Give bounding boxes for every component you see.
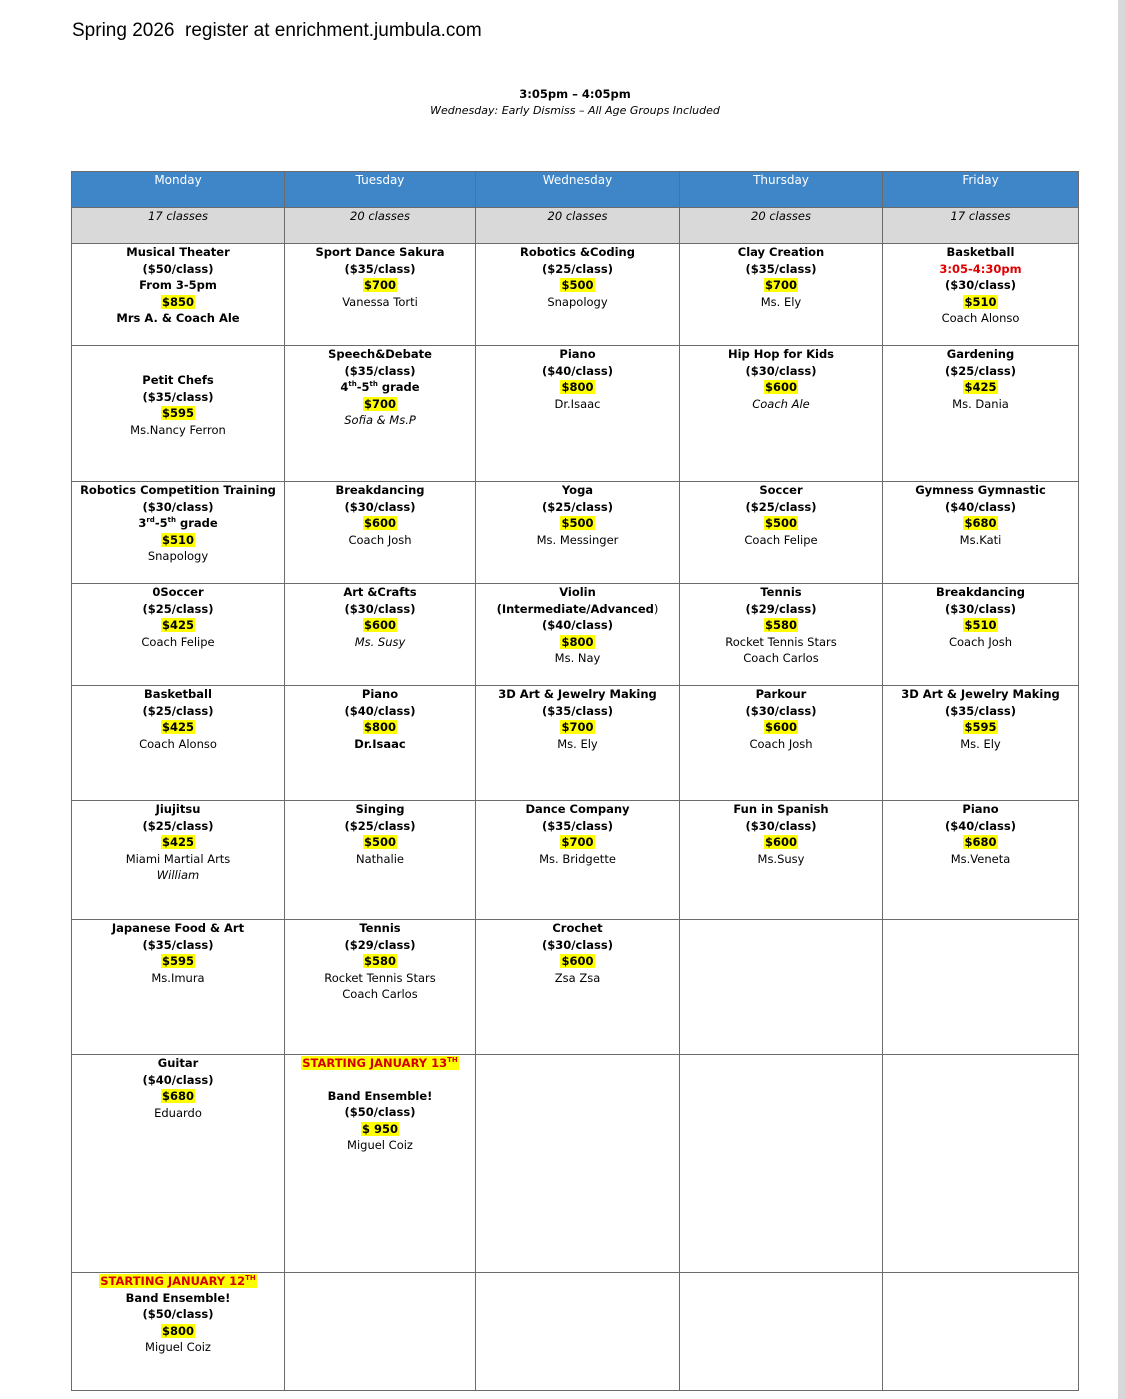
class-rate: ($25/class)	[542, 261, 613, 276]
class-rate: ($25/class)	[344, 818, 416, 833]
class-teacher: Ms. Messinger	[536, 532, 619, 547]
class-name: Parkour	[755, 687, 807, 701]
class-grade: 4th-5th grade	[340, 380, 420, 394]
table-row	[72, 244, 1079, 346]
class-name: Soccer	[759, 483, 803, 497]
class-name: Basketball	[144, 687, 212, 701]
class-name: Tennis	[760, 585, 802, 599]
class-teacher: Coach Josh	[948, 634, 1013, 649]
class-name: Robotics Competition Training	[80, 483, 276, 497]
class-name: Art &Crafts	[343, 585, 417, 599]
class-teacher: Dr.Isaac	[354, 736, 406, 751]
class-price: $510	[964, 618, 997, 632]
class-cell	[476, 584, 680, 686]
class-rate: ($30/class)	[745, 703, 817, 718]
class-cell	[72, 801, 285, 920]
class-rate: ($40/class)	[142, 1072, 214, 1087]
class-teacher: Snapology	[547, 294, 608, 309]
class-teacher: Coach Felipe	[141, 634, 215, 649]
class-cell	[680, 584, 883, 686]
class-rate: ($30/class)	[945, 601, 1016, 616]
class-teacher: Eduardo	[154, 1105, 202, 1120]
class-name: Speech&Debate	[328, 347, 432, 361]
class-rate: ($35/class)	[945, 703, 1016, 718]
class-name: Breakdancing	[335, 483, 425, 497]
class-teacher: Rocket Tennis Stars	[725, 634, 837, 649]
class-count-tuesday: 20 classes	[285, 208, 476, 244]
class-rate: ($29/class)	[344, 937, 416, 952]
class-rate: ($25/class)	[142, 818, 214, 833]
empty-cell	[285, 1273, 476, 1391]
class-teacher: Nathalie	[356, 851, 404, 866]
empty-cell	[883, 920, 1079, 1055]
class-name: Crochet	[552, 921, 603, 935]
table-row	[72, 1055, 1079, 1273]
class-price: $800	[363, 720, 396, 734]
class-rate: ($25/class)	[142, 703, 214, 718]
class-price: $850	[161, 294, 194, 309]
class-cell	[285, 801, 476, 920]
empty-cell	[883, 1055, 1079, 1273]
class-teacher: Ms.Imura	[151, 970, 205, 985]
class-price: $800	[561, 380, 594, 394]
class-rate: ($30/class)	[945, 278, 1016, 292]
class-teacher: Vanessa Torti	[342, 294, 418, 309]
class-price: $700	[764, 278, 797, 292]
class-name: 3D Art & Jewelry Making	[498, 687, 657, 701]
class-price: $600	[764, 720, 797, 734]
class-cell	[72, 244, 285, 346]
class-price: $680	[161, 1089, 194, 1103]
class-teacher: Ms. Susy	[354, 634, 406, 649]
class-cell	[72, 482, 285, 584]
class-rate: ($30/class)	[344, 601, 416, 616]
class-name: Sport Dance Sakura	[315, 245, 445, 259]
class-price: $510	[161, 532, 194, 547]
class-name: Musical Theater	[126, 245, 230, 259]
class-teacher: Ms.Nancy Ferron	[130, 422, 226, 437]
start-date-banner: STARTING JANUARY 12TH	[100, 1274, 256, 1288]
class-price: $600	[363, 618, 396, 632]
class-rate: ($30/class)	[745, 363, 817, 378]
class-cell	[72, 920, 285, 1055]
class-rate: ($25/class)	[945, 363, 1016, 378]
class-cell	[72, 346, 285, 482]
class-count-row	[72, 208, 1079, 244]
class-teacher: Ms.Susy	[757, 851, 805, 866]
class-name: 0Soccer	[152, 585, 204, 599]
class-rate: ($35/class)	[344, 363, 416, 378]
class-price: $580	[363, 954, 396, 968]
class-teacher-secondary: Coach Carlos	[342, 987, 418, 1001]
table-row	[72, 686, 1079, 801]
class-name: Breakdancing	[935, 585, 1025, 599]
class-level: (Intermediate/Advanced)	[496, 601, 659, 616]
class-teacher: Mrs A. & Coach Ale	[116, 311, 240, 325]
class-price: $600	[363, 516, 396, 530]
class-cell	[883, 584, 1079, 686]
empty-cell	[680, 1055, 883, 1273]
class-cell	[285, 1055, 476, 1273]
table-row	[72, 1273, 1079, 1391]
class-rate: ($35/class)	[542, 703, 613, 718]
class-name: 3D Art & Jewelry Making	[901, 687, 1060, 701]
class-price: $700	[561, 835, 594, 849]
day-header-thursday: Thursday	[680, 172, 883, 208]
class-cell	[285, 584, 476, 686]
class-cell	[72, 584, 285, 686]
class-name: Clay Creation	[737, 245, 825, 259]
class-rate: ($29/class)	[745, 601, 817, 616]
class-cell	[476, 346, 680, 482]
day-header-wednesday: Wednesday	[476, 172, 680, 208]
class-name: Basketball	[946, 245, 1015, 259]
class-teacher: Zsa Zsa	[554, 970, 601, 985]
class-cell	[476, 920, 680, 1055]
class-rate: ($50/class)	[142, 261, 214, 276]
class-name: Yoga	[561, 483, 594, 497]
class-cell	[285, 244, 476, 346]
class-cell	[285, 686, 476, 801]
class-price: $700	[363, 278, 396, 292]
class-teacher: Ms. Ely	[557, 736, 598, 751]
class-price: $600	[764, 380, 797, 394]
day-header-row	[72, 172, 1079, 208]
schedule-note: Wednesday: Early Dismiss – All Age Groups Included	[430, 104, 720, 117]
class-rate: ($50/class)	[142, 1307, 214, 1321]
table-row	[72, 482, 1079, 584]
class-rate: ($50/class)	[344, 1105, 416, 1119]
class-price: $425	[161, 835, 194, 849]
class-time: 3:05-4:30pm	[939, 261, 1022, 276]
class-name: Piano	[559, 347, 596, 361]
start-date-banner: STARTING JANUARY 13TH	[302, 1056, 458, 1070]
class-teacher: Miguel Coiz	[145, 1340, 211, 1354]
class-teacher: Snapology	[147, 549, 209, 563]
class-teacher: Coach Felipe	[744, 532, 818, 547]
class-count-thursday: 20 classes	[680, 208, 883, 244]
empty-cell	[680, 1273, 883, 1391]
class-rate: ($25/class)	[142, 601, 214, 616]
class-cell	[72, 1055, 285, 1273]
class-teacher: Ms. Nay	[554, 651, 601, 665]
class-count-friday: 17 classes	[883, 208, 1079, 244]
class-rate: ($30/class)	[542, 937, 613, 952]
class-name: Band Ensemble!	[125, 1290, 231, 1305]
class-cell	[680, 244, 883, 346]
day-header-monday: Monday	[72, 172, 285, 208]
empty-cell	[680, 920, 883, 1055]
class-rate: ($40/class)	[542, 618, 613, 632]
class-teacher-secondary: William	[156, 868, 200, 882]
class-name: Singing	[355, 802, 405, 816]
class-cell	[680, 686, 883, 801]
class-rate: ($40/class)	[945, 818, 1016, 833]
class-name: Piano	[962, 802, 999, 816]
class-price: $425	[161, 720, 194, 734]
class-count-wednesday: 20 classes	[476, 208, 680, 244]
class-cell	[883, 801, 1079, 920]
class-cell	[476, 244, 680, 346]
class-name: Dance Company	[525, 802, 630, 816]
class-rate: ($40/class)	[945, 499, 1016, 514]
class-teacher: Miguel Coiz	[347, 1138, 413, 1152]
class-rate: ($35/class)	[344, 261, 416, 276]
class-teacher: Rocket Tennis Stars	[324, 970, 436, 985]
class-price: $500	[561, 516, 594, 530]
class-price: $425	[964, 380, 997, 394]
class-teacher: Ms. Ely	[960, 736, 1001, 751]
class-name: Hip Hop for Kids	[727, 347, 835, 361]
class-rate: ($25/class)	[542, 499, 613, 514]
empty-cell	[883, 1273, 1079, 1391]
class-price: $600	[561, 954, 594, 968]
class-rate: ($40/class)	[542, 363, 613, 378]
table-row	[72, 346, 1079, 482]
class-rate: ($30/class)	[142, 499, 214, 514]
class-price: $700	[363, 396, 396, 411]
class-teacher: Ms. Dania	[952, 396, 1009, 411]
class-price: $680	[964, 516, 997, 530]
class-price: $595	[161, 954, 194, 968]
class-teacher: Ms. Ely	[760, 294, 802, 309]
class-price: $510	[964, 294, 997, 309]
empty-cell	[476, 1273, 680, 1391]
day-header-friday: Friday	[883, 172, 1079, 208]
page-title: Spring 2026 register at enrichment.jumbula.com	[72, 20, 482, 41]
class-name: Band Ensemble!	[327, 1088, 433, 1103]
class-name: Guitar	[157, 1056, 199, 1070]
class-price: $680	[964, 835, 997, 849]
class-rate: ($30/class)	[745, 818, 817, 833]
class-price: $425	[161, 618, 194, 632]
class-teacher-secondary: Coach Carlos	[743, 651, 819, 665]
class-name: Japanese Food & Art	[111, 921, 245, 935]
class-price: $500	[561, 278, 594, 292]
class-cell	[72, 686, 285, 801]
class-price: $580	[764, 618, 797, 632]
class-cell	[883, 686, 1079, 801]
class-teacher: Ms.Veneta	[950, 851, 1011, 866]
class-name: Fun in Spanish	[733, 802, 829, 816]
class-cell	[680, 482, 883, 584]
class-teacher: Sofia & Ms.P	[344, 413, 416, 427]
class-rate: ($35/class)	[745, 261, 817, 276]
table-row	[72, 584, 1079, 686]
class-grade: 3rd-5th grade	[138, 516, 218, 530]
class-cell	[883, 346, 1079, 482]
class-price: $500	[764, 516, 797, 530]
class-price: $800	[161, 1323, 194, 1338]
class-price: $595	[964, 720, 997, 734]
class-hours: From 3-5pm	[139, 278, 217, 292]
class-name: Piano	[361, 687, 399, 701]
class-teacher: Dr.Isaac	[554, 396, 601, 411]
class-cell	[476, 801, 680, 920]
class-price: $800	[561, 634, 594, 649]
class-cell	[680, 346, 883, 482]
class-count-monday: 17 classes	[72, 208, 285, 244]
class-name: Robotics &Coding	[520, 245, 635, 259]
class-rate: ($35/class)	[142, 389, 214, 404]
class-price: $600	[764, 835, 797, 849]
class-teacher: Coach Alonso	[139, 736, 217, 751]
class-teacher: Ms.Kati	[959, 532, 1002, 547]
class-teacher: Coach Josh	[348, 532, 412, 547]
class-rate: ($35/class)	[542, 818, 613, 833]
class-cell	[285, 482, 476, 584]
class-price: $500	[363, 835, 396, 849]
class-cell	[680, 801, 883, 920]
table-row	[72, 801, 1079, 920]
class-teacher: Miami Martial Arts	[125, 851, 231, 866]
class-name: Petit Chefs	[142, 373, 214, 387]
class-cell	[883, 244, 1079, 346]
class-name: Jiujitsu	[155, 802, 201, 816]
class-rate: ($25/class)	[745, 499, 817, 514]
class-cell	[285, 346, 476, 482]
class-teacher: Coach Alonso	[941, 311, 1020, 325]
class-cell	[476, 686, 680, 801]
class-teacher: Coach Josh	[749, 736, 813, 751]
class-cell	[72, 1273, 285, 1391]
class-teacher: Coach Ale	[752, 396, 810, 411]
class-rate: ($40/class)	[344, 703, 416, 718]
empty-cell	[476, 1055, 680, 1273]
class-name: Tennis	[359, 921, 401, 935]
class-cell	[476, 482, 680, 584]
table-row	[72, 920, 1079, 1055]
page-edge	[1118, 0, 1125, 1399]
class-rate: ($35/class)	[142, 937, 214, 952]
class-name: Gymness Gymnastic	[915, 483, 1046, 497]
class-rate: ($30/class)	[344, 499, 416, 514]
class-teacher: Ms. Bridgette	[539, 851, 616, 866]
time-range: 3:05pm – 4:05pm	[519, 87, 631, 101]
class-cell	[883, 482, 1079, 584]
class-cell	[285, 920, 476, 1055]
class-price: $700	[561, 720, 594, 734]
class-name: Gardening	[946, 347, 1015, 361]
class-price: $595	[161, 406, 194, 420]
class-name: Violin	[559, 585, 596, 599]
schedule-table	[71, 171, 1079, 1391]
class-price: $ 950	[361, 1121, 398, 1136]
day-header-tuesday: Tuesday	[285, 172, 476, 208]
